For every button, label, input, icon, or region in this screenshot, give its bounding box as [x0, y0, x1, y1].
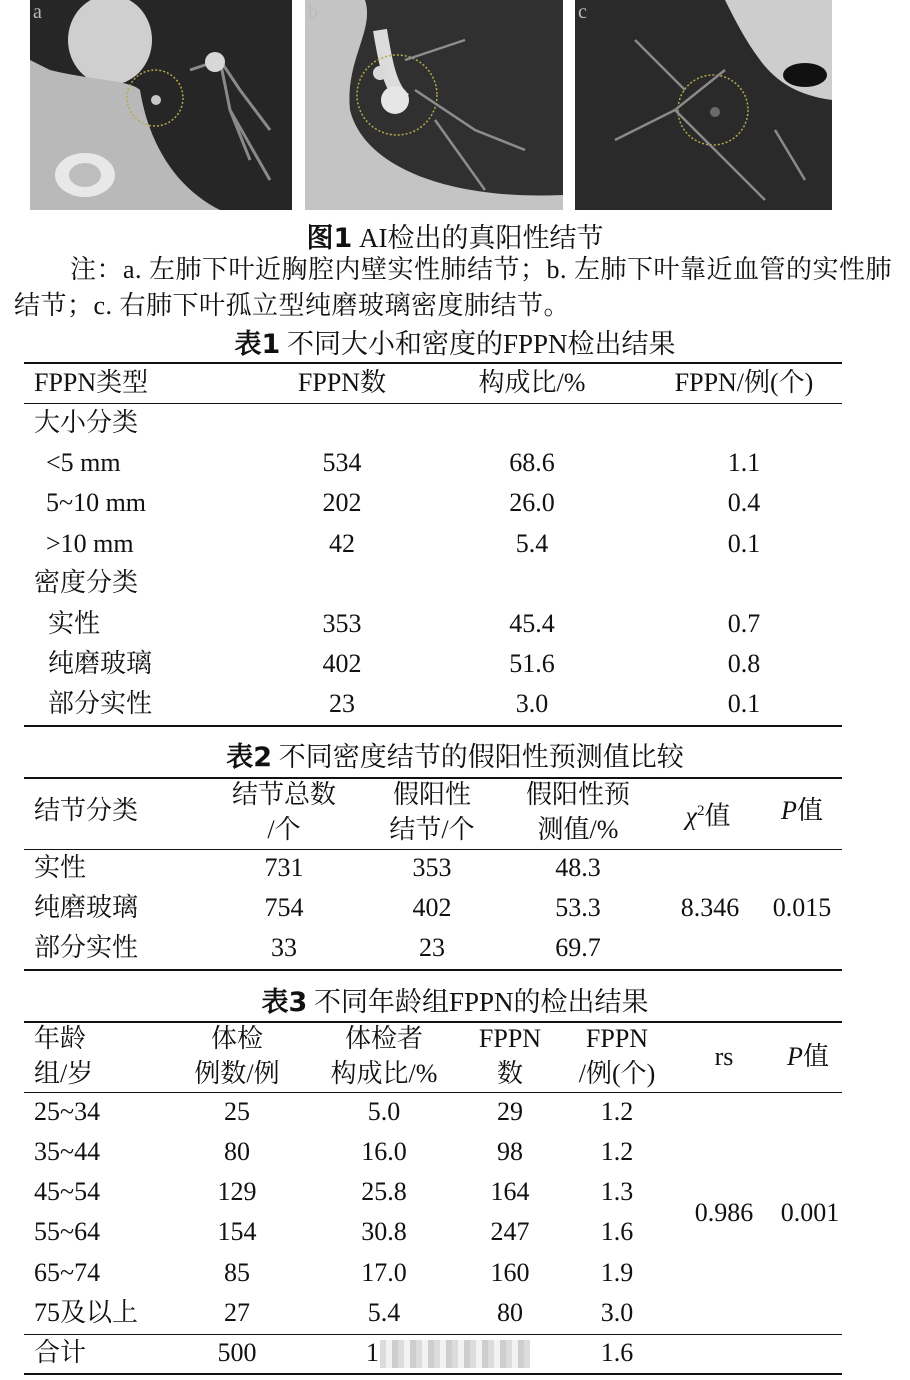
table1-cell: 0.7 — [727, 609, 761, 638]
table1-row-label: >10 mm — [46, 529, 134, 558]
panel-label-c: c — [578, 1, 587, 23]
table2-header-ppv-b: 测值/% — [537, 815, 619, 844]
table3-total-rule — [24, 1334, 842, 1335]
redaction-mosaic — [380, 1340, 530, 1368]
table1-bottom-rule — [24, 725, 842, 727]
table1-cell: 353 — [322, 609, 362, 638]
table3-cell: 154 — [217, 1217, 257, 1246]
table1-title-number: 表1 — [234, 329, 281, 360]
table3-cell: 25.8 — [361, 1177, 407, 1206]
table3-cell: 129 — [217, 1177, 257, 1206]
table1-row-label: 5~10 mm — [46, 488, 147, 517]
table3-title-number: 表3 — [261, 987, 308, 1018]
table3-header-fppn-b: 数 — [496, 1059, 524, 1088]
table3-header-p — [787, 1042, 829, 1072]
ct-image-a — [30, 0, 292, 210]
table3-header-cases-b: 例数/例 — [194, 1059, 280, 1088]
table3-total-label: 合计 — [34, 1338, 87, 1367]
table2-header-total-b: /个 — [267, 815, 301, 844]
table1-top-rule — [24, 362, 842, 364]
table3-cell: 30.8 — [361, 1217, 407, 1246]
table1-cell: 0.4 — [727, 488, 761, 517]
table3-row-label: 65~74 — [34, 1258, 101, 1287]
table3-total-per-case: 1.6 — [600, 1338, 634, 1367]
chi-symbol: χ — [685, 801, 697, 831]
p-value-label: 值 — [802, 1042, 829, 1071]
table3-cell: 25 — [224, 1097, 250, 1126]
table2-cell: 754 — [264, 893, 304, 922]
table3-cell: 27 — [224, 1298, 250, 1327]
table3-header-percase-b: /例(个) — [578, 1059, 656, 1088]
table3-header-age-b: 组/岁 — [34, 1059, 94, 1088]
table1-cell: 0.8 — [727, 649, 761, 678]
ct-panel-b — [305, 0, 563, 210]
table2-header-p — [781, 796, 823, 826]
table2-row-label: 纯磨玻璃 — [34, 893, 139, 922]
table2-cell: 23 — [419, 933, 445, 962]
figure-note: 注：a. 左肺下叶近胸腔内壁实性肺结节；b. 左肺下叶靠近血管的实性肺结节；c. 右肺下叶孤立型纯磨玻璃密度肺结节。 — [14, 255, 893, 320]
figure-caption-text: AI检出的真阳性结节 — [352, 223, 604, 253]
table2-cell: 402 — [412, 893, 452, 922]
table3-cell: 1.2 — [600, 1137, 634, 1166]
table1-header-type: FPPN类型 — [34, 368, 149, 397]
table1-header-rule — [24, 403, 842, 404]
table3-cell: 80 — [497, 1298, 523, 1327]
table3-header-rule — [24, 1092, 842, 1093]
table1-cell: 51.6 — [509, 649, 555, 678]
table3-row-label: 55~64 — [34, 1217, 101, 1246]
table1-cell: 42 — [329, 529, 355, 558]
table3-row-label: 35~44 — [34, 1137, 101, 1166]
table2-cell: 53.3 — [555, 893, 601, 922]
table3-top-rule — [24, 1021, 842, 1023]
table1-row-label: 部分实性 — [48, 689, 153, 718]
table3-cell: 85 — [224, 1258, 250, 1287]
table2-header-ppv-a: 假阳性预 — [525, 780, 631, 809]
table1-header-per-case: FPPN/例(个) — [674, 368, 814, 397]
table3-header-percase-a: FPPN — [585, 1024, 649, 1053]
table3-cell: 164 — [490, 1177, 530, 1206]
table1-row-label: <5 mm — [46, 448, 121, 477]
table2-top-rule — [24, 777, 842, 779]
ct-image-c — [575, 0, 832, 210]
table3-total-ratio-partial: 1 — [366, 1338, 379, 1367]
table3-bottom-rule — [24, 1373, 842, 1375]
ct-panel-a — [30, 0, 292, 210]
table2-cell: 731 — [264, 853, 304, 882]
table3-cell: 1.2 — [600, 1097, 634, 1126]
table3-header-ratio-b: 构成比/% — [330, 1059, 438, 1088]
table1-cell: 3.0 — [515, 689, 549, 718]
table1-cell: 202 — [322, 488, 362, 517]
table1-cell: 5.4 — [515, 529, 549, 558]
table3-header-ratio-a: 体检者 — [344, 1024, 424, 1053]
panel-label-b: b — [308, 1, 318, 23]
table1-title — [0, 322, 910, 361]
table3-cell: 1.9 — [600, 1258, 634, 1287]
table3-cell: 5.4 — [367, 1298, 401, 1327]
table3-cell: 1.3 — [600, 1177, 634, 1206]
table2-header-fp-b: 结节/个 — [389, 815, 475, 844]
table1-header-ratio: 构成比/% — [478, 368, 586, 397]
table3-title — [0, 980, 910, 1019]
table3-cell: 5.0 — [367, 1097, 401, 1126]
table2-chi2-value: 8.346 — [680, 893, 740, 922]
table2-cell: 33 — [271, 933, 297, 962]
table1-cell: 402 — [322, 649, 362, 678]
table3-cell: 3.0 — [600, 1298, 634, 1327]
table2-row-label: 部分实性 — [34, 933, 139, 962]
table1-cell: 534 — [322, 448, 362, 477]
table1-row-label: 实性 — [48, 609, 101, 638]
ct-image-b — [305, 0, 563, 210]
table1-group-size: 大小分类 — [34, 408, 139, 437]
table3-rs-value: 0.986 — [694, 1198, 754, 1227]
p-symbol: P — [787, 1042, 803, 1071]
table1-group-density: 密度分类 — [34, 568, 139, 597]
table3-cell: 17.0 — [361, 1258, 407, 1287]
table3-cell: 98 — [497, 1137, 523, 1166]
ct-panel-c — [575, 0, 832, 210]
table3-p-value: 0.001 — [780, 1198, 840, 1227]
table3-row-label: 75及以上 — [34, 1298, 139, 1327]
table1-cell: 45.4 — [509, 609, 555, 638]
table3-cell: 16.0 — [361, 1137, 407, 1166]
table3-header-fppn-a: FPPN — [478, 1024, 542, 1053]
table3-header-cases-a: 体检 — [210, 1024, 264, 1053]
figure-caption — [0, 216, 910, 255]
table3-cell: 29 — [497, 1097, 523, 1126]
table1-header-count: FPPN数 — [297, 368, 387, 397]
table1-cell: 0.1 — [727, 529, 761, 558]
table2-header-class: 结节分类 — [34, 796, 139, 825]
table3-row-label: 25~34 — [34, 1097, 101, 1126]
table1-cell: 23 — [329, 689, 355, 718]
figure-caption-number: 图1 — [306, 223, 353, 254]
table3-cell: 247 — [490, 1217, 530, 1246]
table2-header-fp-a: 假阳性 — [392, 780, 472, 809]
p-symbol: P — [781, 796, 797, 825]
table1-cell: 26.0 — [509, 488, 555, 517]
table1-cell: 68.6 — [509, 448, 555, 477]
table3-header-rs: rs — [714, 1042, 734, 1071]
chi-value-label: 值 — [704, 801, 731, 831]
table3-cell: 80 — [224, 1137, 250, 1166]
table2-title-text: 不同密度结节的假阳性预测值比较 — [272, 742, 684, 772]
table2-p-value: 0.015 — [772, 893, 832, 922]
table3-cell: 1.6 — [600, 1217, 634, 1246]
table2-header-rule — [24, 849, 842, 850]
table2-cell: 353 — [412, 853, 452, 882]
table1-cell: 1.1 — [727, 448, 761, 477]
table3-title-text: 不同年龄组FPPN的检出结果 — [307, 987, 649, 1017]
p-value-label: 值 — [796, 796, 823, 825]
table1-title-text: 不同大小和密度的FPPN检出结果 — [280, 329, 676, 359]
chi-superscript: 2 — [696, 803, 705, 819]
table2-cell: 69.7 — [555, 933, 601, 962]
table3-cell: 160 — [490, 1258, 530, 1287]
table3-header-age-a: 年龄 — [34, 1024, 87, 1053]
table2-title-number: 表2 — [226, 742, 273, 773]
table2-header-chi2 — [686, 796, 731, 832]
panel-label-a: a — [33, 1, 42, 23]
table3-row-label: 45~54 — [34, 1177, 101, 1206]
table3-total-cases: 500 — [217, 1338, 257, 1367]
table2-row-label: 实性 — [34, 853, 87, 882]
table1-cell: 0.1 — [727, 689, 761, 718]
table2-bottom-rule — [24, 969, 842, 971]
table2-cell: 48.3 — [555, 853, 601, 882]
table1-row-label: 纯磨玻璃 — [48, 649, 153, 678]
table2-header-total-a: 结节总数 — [231, 780, 337, 809]
table2-title — [0, 735, 910, 774]
